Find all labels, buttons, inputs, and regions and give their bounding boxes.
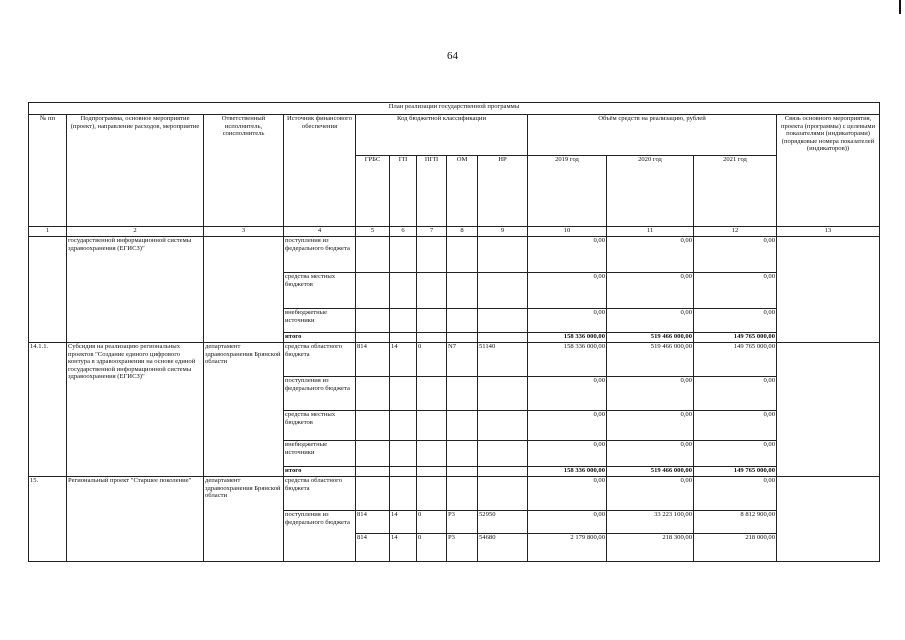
table-row <box>29 477 880 511</box>
value-2021: 8 812 900,00 <box>694 511 777 534</box>
code-om: N7 <box>447 343 478 377</box>
row-source-total: итого <box>284 467 356 477</box>
row-source: средства областного бюджета <box>284 477 356 511</box>
header-volume: Объём средств на реализацию, рублей <box>528 115 777 156</box>
row-num: 14.1.1. <box>29 343 67 477</box>
header-source: Источник финансового обеспечения <box>284 115 356 227</box>
col-number: 12 <box>694 227 777 237</box>
header-2019: 2019 год <box>528 156 607 227</box>
total-2021: 149 765 000,00 <box>694 467 777 477</box>
row-link <box>777 477 880 562</box>
value-2019: 0,00 <box>528 309 607 333</box>
col-number: 5 <box>356 227 390 237</box>
code-pgp: 0 <box>417 511 447 534</box>
row-source: внебюджетные источники <box>284 309 356 333</box>
col-number: 8 <box>447 227 478 237</box>
col-number: 4 <box>284 227 356 237</box>
header-pgp: ПГП <box>417 156 447 227</box>
total-2020: 519 466 000,00 <box>607 333 694 343</box>
col-number: 3 <box>204 227 284 237</box>
col-number: 13 <box>777 227 880 237</box>
value-2021: 0,00 <box>694 411 777 441</box>
col-number: 2 <box>67 227 204 237</box>
table-title: План реализации государственной программы <box>29 103 880 115</box>
header-num: № пп <box>29 115 67 227</box>
plan-table <box>28 102 880 562</box>
header-nr: НР <box>478 156 528 227</box>
header-2021: 2021 год <box>694 156 777 227</box>
row-source: поступления из федерального бюджета <box>284 511 356 562</box>
row-source: внебюджетные источники <box>284 441 356 467</box>
row-num <box>29 237 67 343</box>
page-number: 64 <box>447 50 458 62</box>
col-number: 6 <box>390 227 417 237</box>
value-2019: 2 179 800,00 <box>528 534 607 562</box>
total-2019: 158 336 000,00 <box>528 467 607 477</box>
value-2021: 0,00 <box>694 309 777 333</box>
header-gp: ГП <box>390 156 417 227</box>
row-source: средства местных бюджетов <box>284 411 356 441</box>
scan-edge-mark <box>899 0 901 14</box>
value-2021: 149 765 000,00 <box>694 343 777 377</box>
table-row <box>29 343 880 377</box>
col-number: 10 <box>528 227 607 237</box>
row-executor <box>204 237 284 343</box>
row-program: государственной информационной системы здравоохранения (ЕГИСЗ)" <box>67 237 204 343</box>
value-2019: 0,00 <box>528 441 607 467</box>
value-2019: 0,00 <box>528 377 607 411</box>
header-program: Подпрограмма, основное мероприятие (проект), направление расходов, мероприятие <box>67 115 204 227</box>
code-nr: 54680 <box>478 534 528 562</box>
total-2021: 149 765 000,00 <box>694 333 777 343</box>
row-source: поступления из федерального бюджета <box>284 237 356 273</box>
code-grbs: 814 <box>356 343 390 377</box>
col-number: 1 <box>29 227 67 237</box>
row-source-total: итого <box>284 333 356 343</box>
value-2020: 0,00 <box>607 477 694 511</box>
value-2020: 33 223 100,00 <box>607 511 694 534</box>
value-2019: 0,00 <box>528 511 607 534</box>
header-budget-code: Код бюджетной классификации <box>356 115 528 156</box>
code-gp: 14 <box>390 511 417 534</box>
value-2019: 0,00 <box>528 411 607 441</box>
row-source: средства областного бюджета <box>284 343 356 377</box>
code-om: P3 <box>447 534 478 562</box>
code-pgp: 0 <box>417 534 447 562</box>
value-2021: 0,00 <box>694 237 777 273</box>
header-link: Связь основного мероприятия, проекта (программы) с целевыми показателями (индикаторами) (порядковые номера показателей (индикаторов)) <box>777 115 880 227</box>
value-2019: 158 336 000,00 <box>528 343 607 377</box>
value-2021: 0,00 <box>694 477 777 511</box>
value-2020: 0,00 <box>607 411 694 441</box>
col-number: 7 <box>417 227 447 237</box>
code-gp: 14 <box>390 534 417 562</box>
total-2019: 158 336 000,00 <box>528 333 607 343</box>
row-executor: департамент здравоохранения Брянской области <box>204 343 284 477</box>
value-2020: 0,00 <box>607 441 694 467</box>
code-gp: 14 <box>390 343 417 377</box>
row-source: поступления из федерального бюджета <box>284 377 356 411</box>
value-2020: 0,00 <box>607 309 694 333</box>
code-nr: 52950 <box>478 511 528 534</box>
row-executor: департамент здравоохранения Брянской области <box>204 477 284 562</box>
code-nr: 51140 <box>478 343 528 377</box>
value-2021: 0,00 <box>694 273 777 309</box>
row-source: средства местных бюджетов <box>284 273 356 309</box>
code-om: P3 <box>447 511 478 534</box>
row-link <box>777 237 880 343</box>
header-grbs: ГРБС <box>356 156 390 227</box>
row-program: Субсидия на реализацию региональных проектов "Создание единого цифрового контура в здравоохранении на основе единой государственной информационной системы здравоохранения (ЕГИСЗ)" <box>67 343 204 477</box>
table-row <box>29 237 880 273</box>
value-2020: 0,00 <box>607 237 694 273</box>
value-2021: 0,00 <box>694 441 777 467</box>
header-2020: 2020 год <box>607 156 694 227</box>
value-2019: 0,00 <box>528 477 607 511</box>
row-num: 15. <box>29 477 67 562</box>
value-2020: 0,00 <box>607 273 694 309</box>
value-2020: 218 300,00 <box>607 534 694 562</box>
value-2020: 0,00 <box>607 377 694 411</box>
value-2021: 0,00 <box>694 377 777 411</box>
row-program: Региональный проект "Старшее поколение" <box>67 477 204 562</box>
col-number: 11 <box>607 227 694 237</box>
code-grbs: 814 <box>356 534 390 562</box>
row-link <box>777 343 880 477</box>
code-grbs: 814 <box>356 511 390 534</box>
header-executor: Ответственный исполнитель, соисполнитель <box>204 115 284 227</box>
value-2020: 519 466 000,00 <box>607 343 694 377</box>
value-2019: 0,00 <box>528 273 607 309</box>
code-pgp: 0 <box>417 343 447 377</box>
value-2021: 218 000,00 <box>694 534 777 562</box>
header-om: ОМ <box>447 156 478 227</box>
total-2020: 519 466 000,00 <box>607 467 694 477</box>
value-2019: 0,00 <box>528 237 607 273</box>
col-number: 9 <box>478 227 528 237</box>
